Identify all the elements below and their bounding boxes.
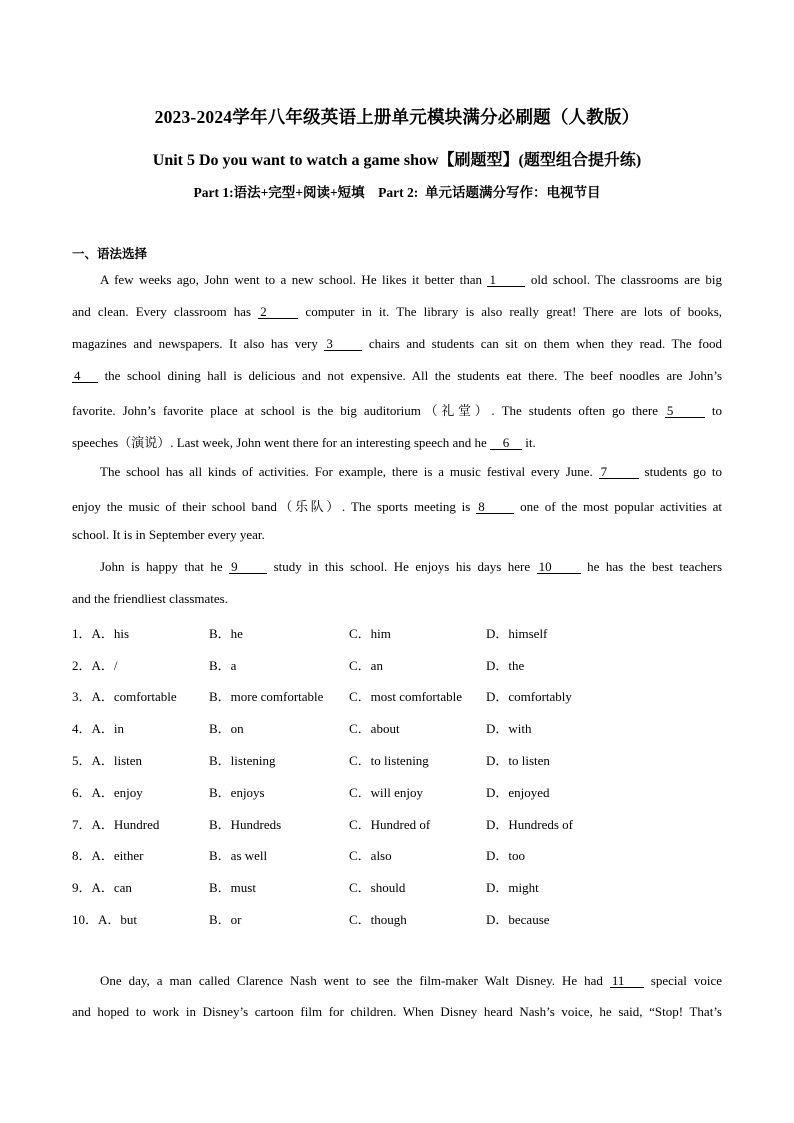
answer-blank[interactable]: 9 (229, 560, 267, 574)
answer-blank[interactable]: 2 (258, 305, 298, 319)
option-a[interactable]: 7．A．Hundred (72, 817, 160, 832)
option-a[interactable]: 8．A．either (72, 848, 144, 863)
passage-text: the school dining hall is delicious and not expensive. All the students eat there. The beef noodles are John’s (104, 368, 722, 383)
option-a[interactable]: 5．A．listen (72, 753, 143, 768)
passage-text: computer in it. The library is also really great! There are lots of books, (305, 304, 723, 319)
option-d[interactable]: D．to listen (486, 753, 550, 768)
passage-text: he has the best teachers (587, 559, 723, 574)
option-b[interactable]: B．he (209, 626, 243, 641)
document-title: 2023-2024学年八年级英语上册单元模块满分必刷题（人教版） (154, 107, 640, 127)
option-b[interactable]: B．listening (209, 753, 276, 768)
passage-grammar-line (72, 527, 722, 543)
option-a[interactable]: 1．A．his (72, 626, 130, 641)
passage-text: old school. The classrooms are big (530, 272, 723, 287)
option-b[interactable]: B．enjoys (209, 785, 265, 800)
passage-text: students go to (644, 464, 723, 479)
passage-text: study in this school. He enjoys his days here (273, 559, 537, 574)
passage-text: One day, a man called Clarence Nash went to see the film-maker Walt Disney. He had (100, 973, 610, 988)
option-c[interactable]: C．should (349, 880, 406, 895)
passage-text: chairs and students can sit on them when they read. The food (368, 336, 723, 351)
passage-text: speeches（演说）. Last week, John went there for an interesting speech and he (72, 435, 491, 450)
passage-text: special voice (650, 973, 723, 988)
option-b[interactable]: B．must (209, 880, 256, 895)
passage-grammar-line (72, 496, 722, 515)
passage-grammar-line (72, 432, 722, 451)
passage-grammar-line (72, 304, 722, 320)
option-d[interactable]: D．might (486, 880, 539, 895)
passage-text: John is happy that he (100, 559, 230, 574)
option-b[interactable]: B．or (209, 912, 242, 927)
option-b[interactable]: B．as well (209, 848, 268, 863)
passage-grammar-line (100, 464, 722, 480)
answer-blank[interactable]: 10 (537, 560, 581, 574)
answer-blank[interactable]: 8 (476, 500, 514, 514)
option-d[interactable]: D．himself (486, 626, 548, 641)
option-a[interactable]: 3．A．comfortable (72, 689, 177, 704)
option-b[interactable]: B．a (209, 658, 237, 673)
option-d[interactable]: D．the (486, 658, 525, 673)
option-d[interactable]: D．too (486, 848, 526, 863)
option-a[interactable]: 2．A．/ (72, 658, 118, 673)
passage-text: and hoped to work in Disney’s cartoon film for children. When Disney heard Nash’s voice, he said, “Stop! That’s (72, 1004, 722, 1019)
passage-grammar-line (100, 272, 722, 288)
passage-text: and the friendliest classmates. (72, 591, 228, 606)
answer-blank[interactable]: 4 (72, 369, 98, 383)
option-c[interactable]: C．about (349, 721, 400, 736)
passage-grammar-line (72, 591, 722, 607)
option-b[interactable]: B．Hundreds (209, 817, 282, 832)
passage-grammar-line (72, 400, 722, 419)
answer-blank[interactable]: 6 (490, 436, 522, 450)
option-d[interactable]: D．with (486, 721, 532, 736)
passage-grammar-line (72, 368, 722, 384)
passage-cloze-line (100, 973, 722, 989)
document-parts-line: Part 1:语法+完型+阅读+短填 Part 2: 单元话题满分写作：电视节目 (193, 185, 601, 200)
option-c[interactable]: C．though (349, 912, 407, 927)
option-a[interactable]: 6．A．enjoy (72, 785, 143, 800)
passage-text: The school has all kinds of activities. For example, there is a music festival every June. (100, 464, 599, 479)
answer-blank[interactable]: 1 (487, 273, 525, 287)
passage-text: magazines and newspapers. It also has very (72, 336, 325, 351)
option-c[interactable]: C．to listening (349, 753, 429, 768)
passage-text: to (711, 403, 723, 418)
passage-text: A few weeks ago, John went to a new school. He likes it better than (100, 272, 488, 287)
answer-blank[interactable]: 7 (599, 465, 639, 479)
passage-text: one of the most popular activities at (520, 499, 722, 514)
answer-blank[interactable]: 11 (610, 974, 644, 988)
option-a[interactable]: 4．A．in (72, 721, 125, 736)
passage-text: school. It is in September every year. (72, 527, 265, 542)
option-d[interactable]: D．Hundreds of (486, 817, 574, 832)
document-subtitle: Unit 5 Do you want to watch a game show【刷题型】(题型组合提升练) (152, 152, 642, 169)
option-d[interactable]: D．because (486, 912, 550, 927)
option-c[interactable]: C．an (349, 658, 383, 673)
option-a[interactable]: 9．A．can (72, 880, 132, 895)
passage-text: it. (525, 435, 536, 450)
passage-text: enjoy the music of their school band（乐队）. The sports meeting is (72, 499, 477, 514)
passage-grammar-line (72, 336, 722, 352)
option-d[interactable]: D．comfortably (486, 689, 572, 704)
answer-blank[interactable]: 5 (665, 404, 705, 418)
option-c[interactable]: C．also (349, 848, 392, 863)
option-a[interactable]: 10．A．but (72, 912, 138, 927)
option-d[interactable]: D．enjoyed (486, 785, 550, 800)
option-c[interactable]: C．him (349, 626, 391, 641)
option-b[interactable]: B．on (209, 721, 244, 736)
passage-cloze-line (72, 1004, 722, 1020)
option-c[interactable]: C．will enjoy (349, 785, 424, 800)
option-b[interactable]: B．more comfortable (209, 689, 324, 704)
answer-blank[interactable]: 3 (324, 337, 362, 351)
passage-text: and clean. Every classroom has (72, 304, 259, 319)
section-heading-grammar: 一、语法选择 (72, 247, 148, 261)
option-c[interactable]: C．most comfortable (349, 689, 463, 704)
passage-text: favorite. John’s favorite place at school is the big auditorium（礼堂）. The students often go there (72, 403, 665, 418)
option-c[interactable]: C．Hundred of (349, 817, 431, 832)
passage-grammar-line (100, 559, 722, 575)
